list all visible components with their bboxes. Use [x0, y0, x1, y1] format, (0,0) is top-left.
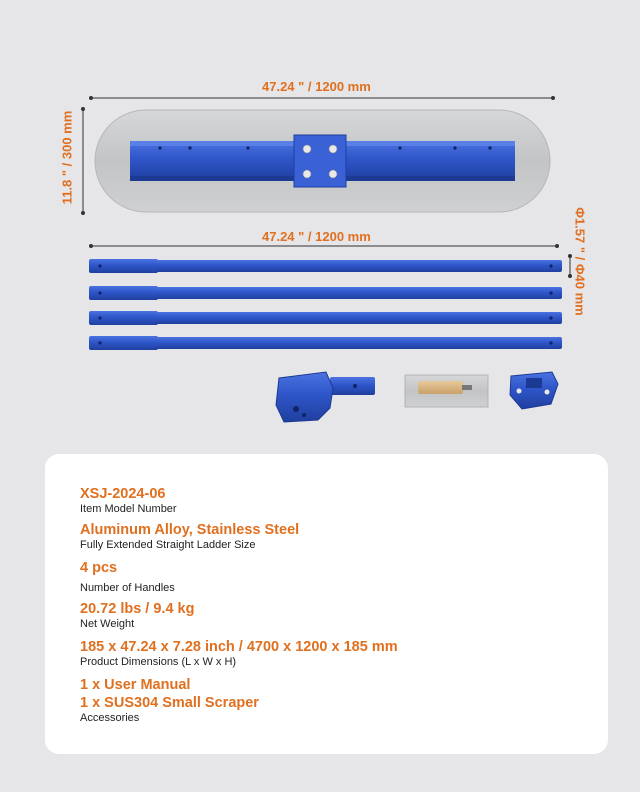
- handle-pole: [89, 286, 562, 300]
- spec-handles: [80, 559, 175, 595]
- float-height-dimension: [81, 107, 85, 215]
- spec-value: 20.72 lbs / 9.4 kg: [80, 601, 195, 617]
- float-height-label: 11.8 " / 300 mm: [59, 110, 75, 205]
- spec-value: XSJ-2024-06: [80, 486, 166, 502]
- handle-poles: [89, 259, 562, 350]
- spec-value: 185 x 47.24 x 7.28 inch / 4700 x 1200 x 185 mm: [80, 639, 398, 655]
- spec-model: [80, 485, 177, 516]
- handle-diameter-label: Φ1.57 " / Φ40 mm: [572, 207, 588, 316]
- spec-label: Product Dimensions (L x W x H): [80, 656, 237, 668]
- handle-pole: [89, 336, 562, 350]
- accessory-line-2: 1 x SUS304 Small Scraper: [80, 695, 259, 711]
- spec-card: [45, 454, 608, 754]
- spec-label: Item Model Number: [80, 503, 177, 515]
- spec-dimensions: [80, 638, 398, 669]
- spec-label: Fully Extended Straight Ladder Size: [80, 539, 256, 551]
- float-width-dimension: [89, 96, 555, 100]
- float-width-label: 47.24 " / 1200 mm: [262, 79, 371, 94]
- spec-weight: [80, 600, 194, 631]
- spec-label: Net Weight: [80, 618, 135, 630]
- handle-length-label: 47.24 " / 1200 mm: [262, 229, 371, 244]
- handle-pole: [89, 259, 562, 273]
- spec-accessories: [80, 676, 259, 725]
- tilt-bracket-adapter: [276, 372, 375, 422]
- handle-pole: [89, 311, 562, 325]
- spec-value: Aluminum Alloy, Stainless Steel: [80, 522, 300, 538]
- small-bracket: [510, 372, 558, 409]
- handle-length-dimension: [89, 244, 559, 248]
- spec-material: [80, 521, 299, 552]
- bull-float: [95, 110, 550, 212]
- spec-label: Accessories: [80, 712, 140, 724]
- accessory-line-1: 1 x User Manual: [80, 677, 191, 693]
- spec-value: 4 pcs: [80, 560, 118, 576]
- small-scraper: [405, 375, 488, 407]
- handle-diameter-dimension: [568, 254, 572, 278]
- spec-label: Number of Handles: [80, 582, 175, 594]
